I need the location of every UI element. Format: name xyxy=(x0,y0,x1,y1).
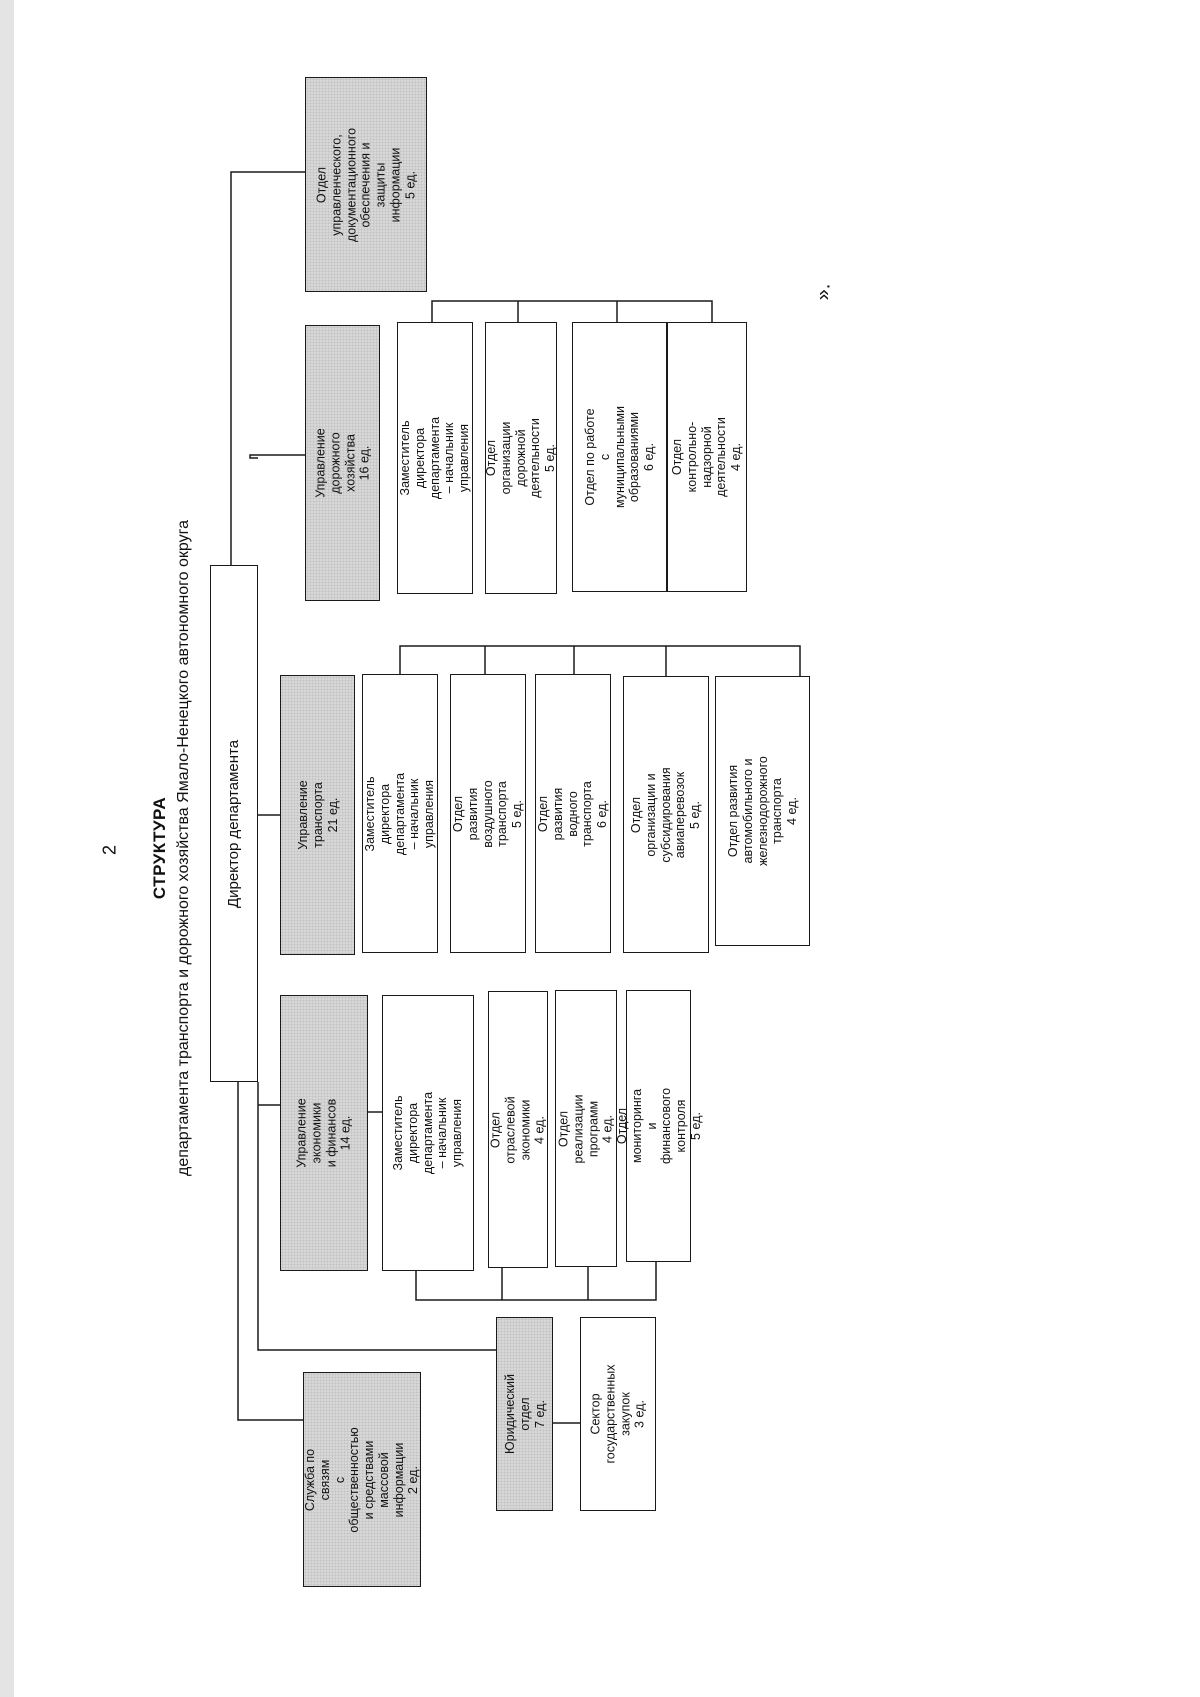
transport-air-line: 5 ед. xyxy=(510,799,525,828)
procurement-sector-box xyxy=(580,1317,656,1511)
economics-programs-line: 4 ед. xyxy=(600,1114,615,1143)
page-subtitle: департамента транспорта и дорожного хозяйства Ямало-Ненецкого автономного округа xyxy=(175,520,192,1176)
economics-header-line: экономики и финансов xyxy=(309,1098,338,1168)
roads-municipal-line: Отдел по работе xyxy=(582,408,597,506)
roads-road-activity-line: Отдел организации дорожной xyxy=(484,421,528,495)
page-number: 2 xyxy=(99,844,120,856)
economics-deputy-box xyxy=(382,995,474,1271)
roads-header-box xyxy=(305,325,380,601)
documents-department-line: документационного xyxy=(343,127,358,242)
roads-deputy-line: департамента – начальник xyxy=(427,416,457,500)
economics-deputy-line: управления xyxy=(450,1098,465,1168)
documents-department-line: информации xyxy=(388,147,403,222)
transport-air-line: Отдел развития воздушного xyxy=(451,779,495,848)
transport-air-box xyxy=(450,674,526,953)
transport-air-line: транспорта xyxy=(495,780,510,847)
transport-deputy-line: департамента – начальник xyxy=(392,772,422,855)
roads-supervision-box xyxy=(667,322,747,592)
transport-road-rail-line: Отдел развития xyxy=(725,764,740,858)
transport-aviation-subsidy-line: Отдел организации и xyxy=(629,772,658,857)
transport-header-line: 21 ед. xyxy=(324,797,339,833)
economics-deputy-line: департамента – начальник xyxy=(420,1091,450,1175)
roads-header-line: дорожного хозяйства xyxy=(327,432,357,494)
transport-header-box xyxy=(280,675,355,955)
documents-department-line: 5 ед. xyxy=(402,170,417,199)
economics-sector-economics-line: 4 ед. xyxy=(532,1115,547,1144)
transport-road-rail-line: 4 ед. xyxy=(784,797,799,825)
press-service-line: 2 ед. xyxy=(406,1465,421,1494)
transport-deputy-box xyxy=(362,674,438,953)
roads-road-activity-box xyxy=(485,322,557,594)
transport-water-line: транспорта xyxy=(580,780,595,847)
roads-road-activity-line: 5 ед. xyxy=(543,444,558,472)
procurement-sector-line: 3 ед. xyxy=(632,1400,647,1428)
transport-aviation-subsidy-line: субсидирования авиаперевозок xyxy=(658,766,688,863)
economics-header-box xyxy=(280,995,368,1271)
roads-supervision-line: деятельности xyxy=(714,417,729,497)
economics-monitoring-line: 5 ед. xyxy=(688,1112,702,1140)
roads-road-activity-line: деятельности xyxy=(528,418,543,498)
closing-quote-mark: ». xyxy=(812,283,835,301)
transport-water-box xyxy=(535,674,611,953)
transport-road-rail-line: автомобильного и xyxy=(740,758,755,864)
legal-department-box xyxy=(496,1317,553,1511)
procurement-sector-line: Сектор xyxy=(588,1393,603,1435)
line-transport-bus xyxy=(400,646,800,676)
roads-deputy-box xyxy=(397,322,473,594)
economics-sector-economics-line: Отдел отраслевой экономики xyxy=(488,1095,532,1164)
economics-monitoring-box xyxy=(614,990,702,1262)
roads-deputy-line: Заместитель директора xyxy=(398,420,427,496)
transport-deputy-line: управления xyxy=(422,779,437,848)
page-title: СТРУКТУРА xyxy=(150,796,169,900)
press-service-line: информации xyxy=(391,1442,406,1517)
transport-water-line: Отдел развития водного xyxy=(536,787,580,840)
economics-header-line: 14 ед. xyxy=(338,1115,353,1151)
transport-road-rail-box xyxy=(715,676,810,946)
press-service-line: с общественностью xyxy=(332,1426,362,1533)
press-service-line: и средствами массовой xyxy=(362,1440,391,1519)
roads-supervision-line: Отдел контрольно-надзорной xyxy=(670,421,714,493)
press-service-box xyxy=(303,1372,421,1587)
procurement-sector-line: закупок xyxy=(618,1392,632,1436)
roads-deputy-line: управления xyxy=(457,423,472,493)
transport-road-rail-line: железнодорожного транспорта xyxy=(755,756,784,866)
roads-municipal-box xyxy=(572,322,667,592)
documents-department-line: Отдел управленческого, xyxy=(314,133,344,236)
economics-sector-economics-box xyxy=(488,991,548,1268)
procurement-sector-line: государственных xyxy=(603,1364,618,1464)
roads-header-line: Управление xyxy=(313,428,327,498)
transport-aviation-subsidy-line: 5 ед. xyxy=(688,800,703,829)
roads-municipal-line: с муниципальными xyxy=(597,405,627,508)
transport-aviation-subsidy-box xyxy=(623,676,709,953)
legal-department-line: 7 ед. xyxy=(531,1400,546,1428)
director-box xyxy=(210,565,258,1082)
transport-header-line: Управление транспорта xyxy=(295,780,325,850)
transport-deputy-line: Заместитель директора xyxy=(363,776,392,851)
economics-deputy-line: Заместитель директора xyxy=(391,1095,420,1171)
line-to-roads xyxy=(250,455,305,458)
roads-municipal-line: 6 ед. xyxy=(641,443,656,471)
transport-water-line: 6 ед. xyxy=(595,799,610,828)
press-service-line: Служба по связям xyxy=(303,1448,332,1511)
line-to-documents xyxy=(231,172,305,565)
roads-header-line: 16 ед. xyxy=(357,445,372,481)
roads-municipal-line: образованиями xyxy=(626,411,641,503)
line-roads-bus xyxy=(432,301,712,322)
economics-programs-box xyxy=(555,990,617,1267)
economics-monitoring-line: Отдел мониторинга xyxy=(614,1088,643,1164)
legal-department-line: Юридический отдел xyxy=(502,1374,532,1454)
director-label: Директор департамента xyxy=(225,739,243,908)
documents-department-line: обеспечения и защиты xyxy=(358,141,388,228)
economics-header-line: Управление xyxy=(294,1098,309,1168)
roads-supervision-line: 4 ед. xyxy=(729,443,744,471)
economics-monitoring-line: и финансового контроля xyxy=(643,1087,688,1165)
documents-department-box xyxy=(305,77,427,292)
economics-programs-line: Отдел реализации программ xyxy=(556,1094,600,1163)
